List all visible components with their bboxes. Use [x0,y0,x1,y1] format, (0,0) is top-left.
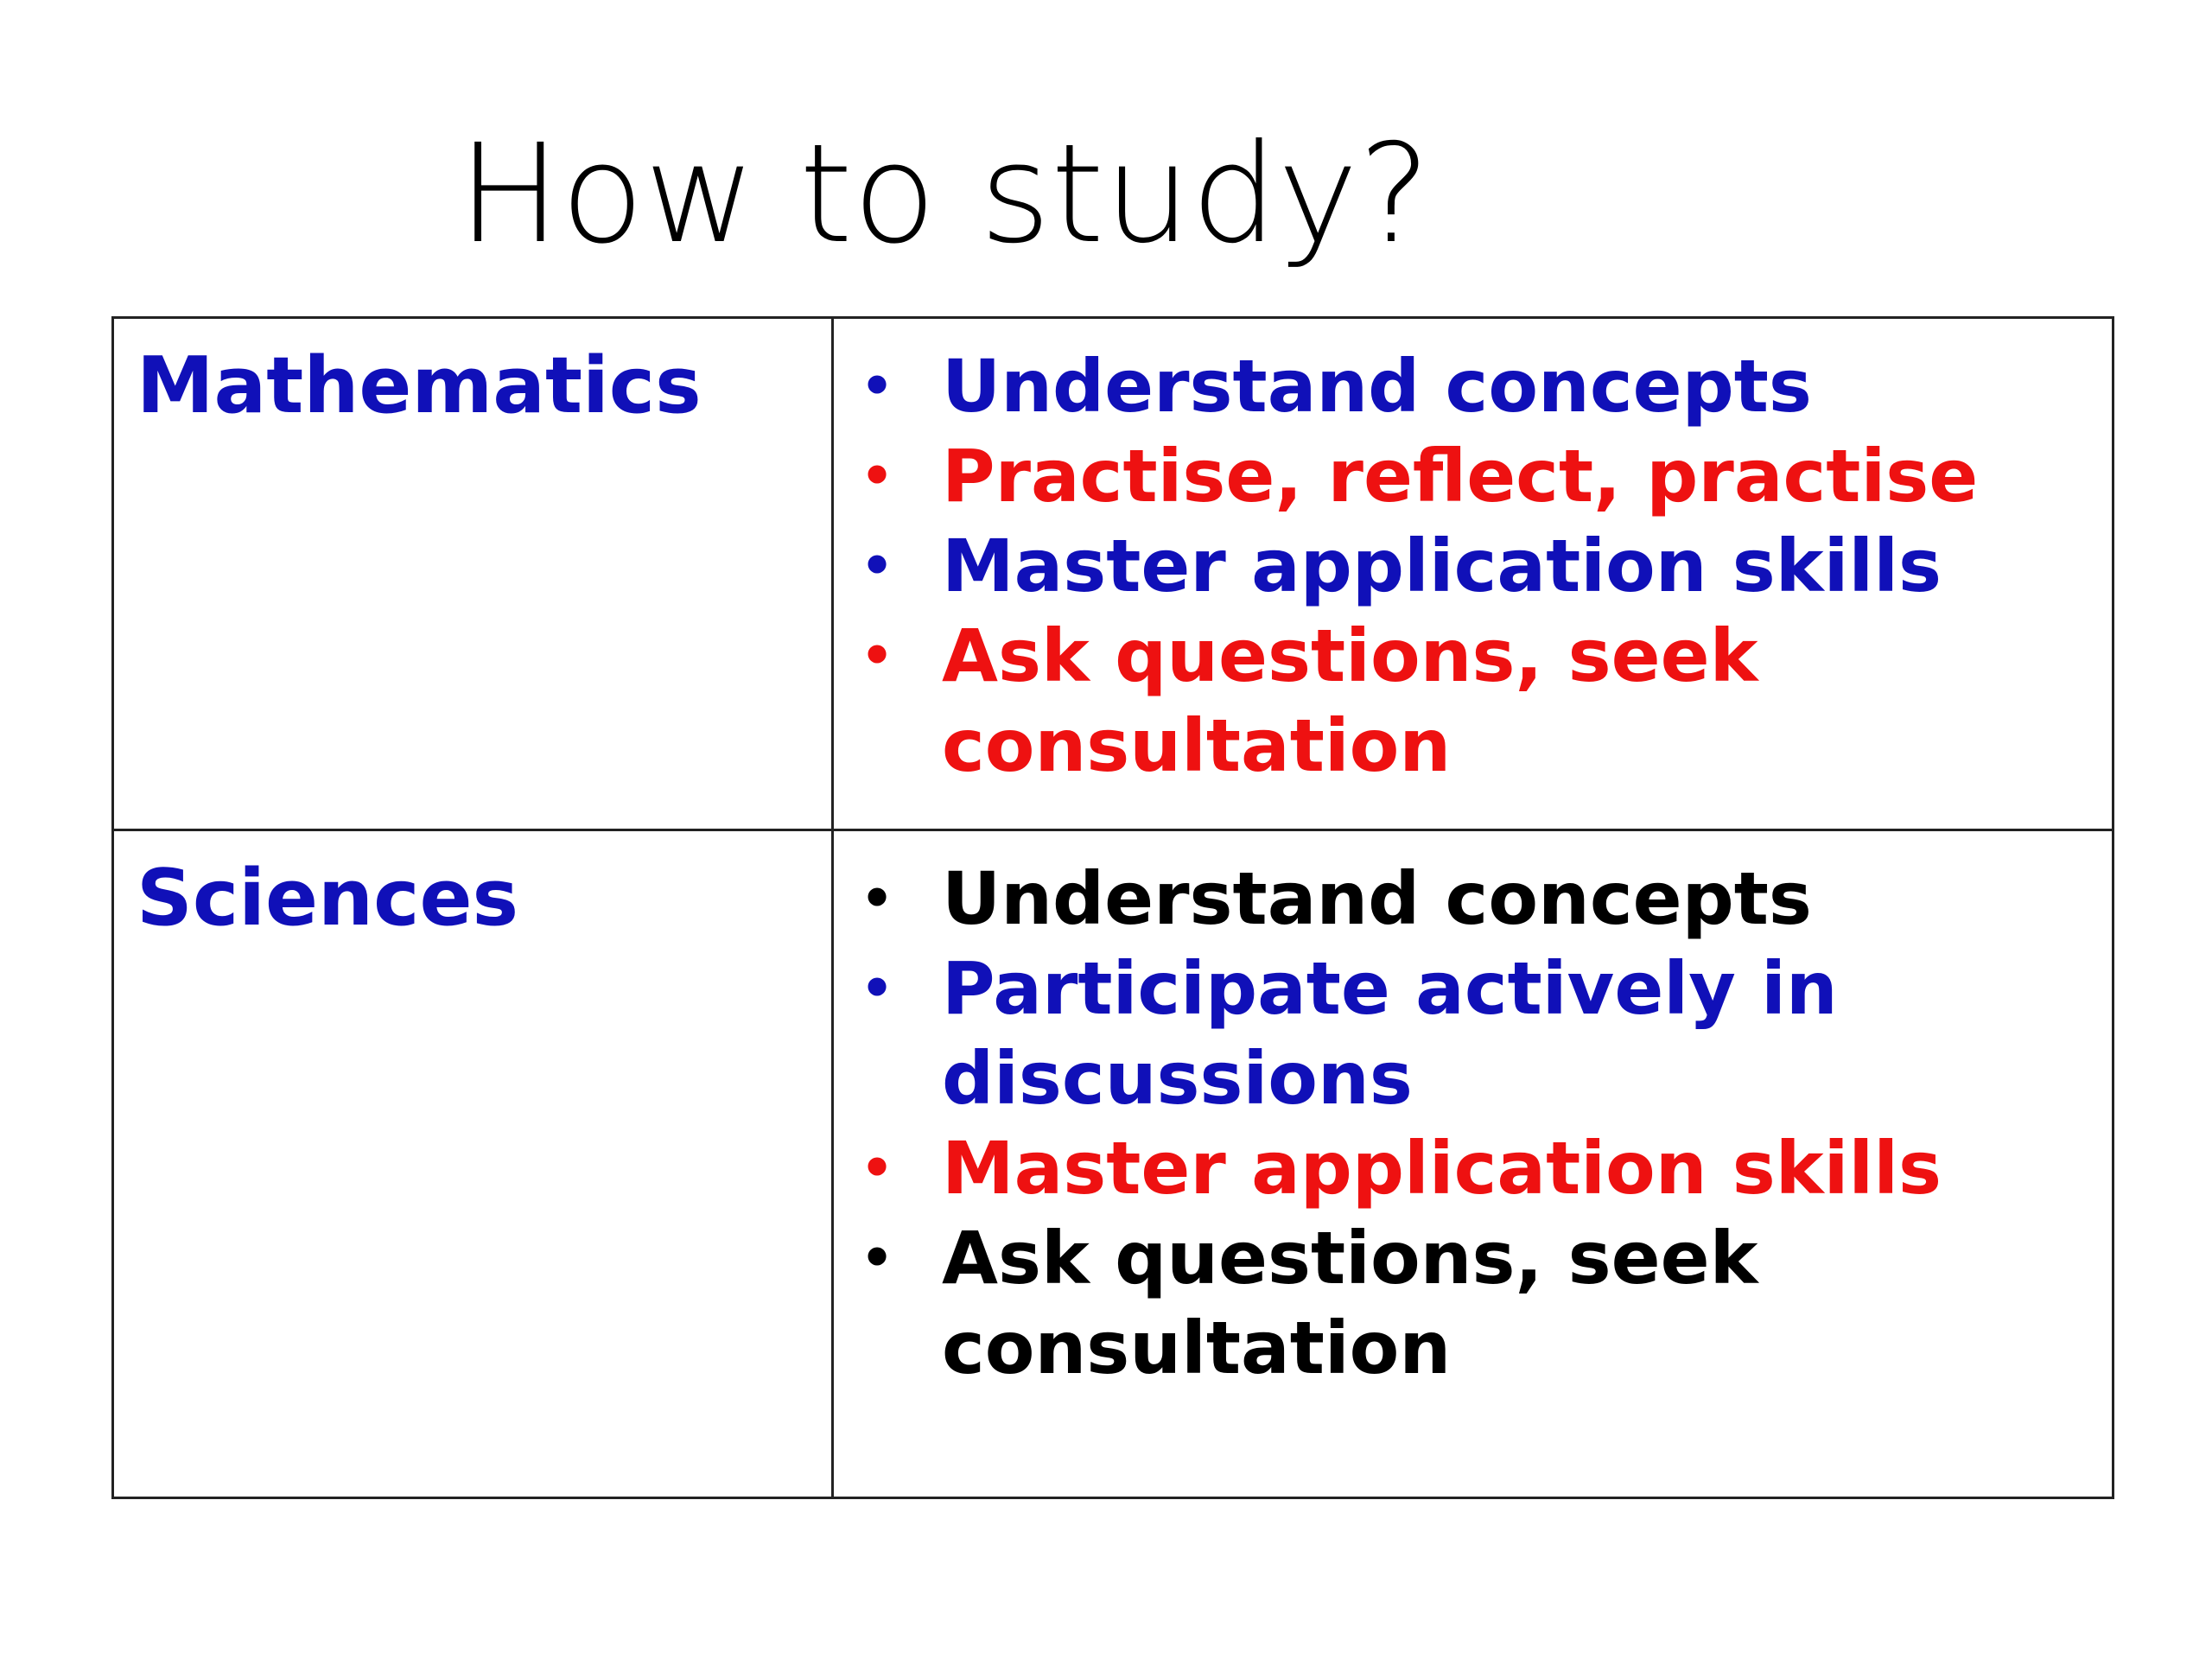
points-list-mathematics [834,319,2112,791]
bullet-point [834,1213,2112,1393]
bullet-point [834,1123,2112,1213]
bullet-icon: • [860,1228,894,1288]
bullet-text: Understand concepts [942,856,1812,941]
slide-title: How to study? [458,115,1431,274]
points-cell [833,830,2113,1498]
bullet-text: Master application skills [942,524,1942,608]
bullet-text: Practise, reflect, practise [942,434,1979,518]
points-cell [833,318,2113,830]
points-list-sciences [834,831,2112,1393]
subject-label-mathematics: Mathematics [137,340,702,431]
subject-cell [113,318,833,830]
bullet-point [834,611,2112,791]
bullet-icon: • [860,626,894,686]
bullet-icon: • [860,868,894,929]
bullet-text: Ask questions, seek consultation [942,1216,1758,1390]
bullet-point [834,341,2112,431]
bullet-text: Ask questions, seek consultation [942,613,1758,788]
subject-label-sciences: Sciences [137,853,519,944]
bullet-point [834,521,2112,611]
study-table [111,316,2114,1499]
bullet-icon: • [860,1138,894,1198]
bullet-icon: • [860,446,894,506]
bullet-point [834,854,2112,944]
bullet-point [834,431,2112,521]
bullet-point [834,944,2112,1123]
bullet-icon: • [860,536,894,596]
bullet-icon: • [860,356,894,416]
table-row-sciences [113,830,2113,1498]
bullet-text: Understand concepts [942,344,1812,429]
bullet-text: Master application skills [942,1126,1942,1211]
subject-cell [113,830,833,1498]
bullet-icon: • [860,958,894,1019]
table-row-mathematics [113,318,2113,830]
bullet-text: Participate actively in discussions [942,946,1838,1121]
